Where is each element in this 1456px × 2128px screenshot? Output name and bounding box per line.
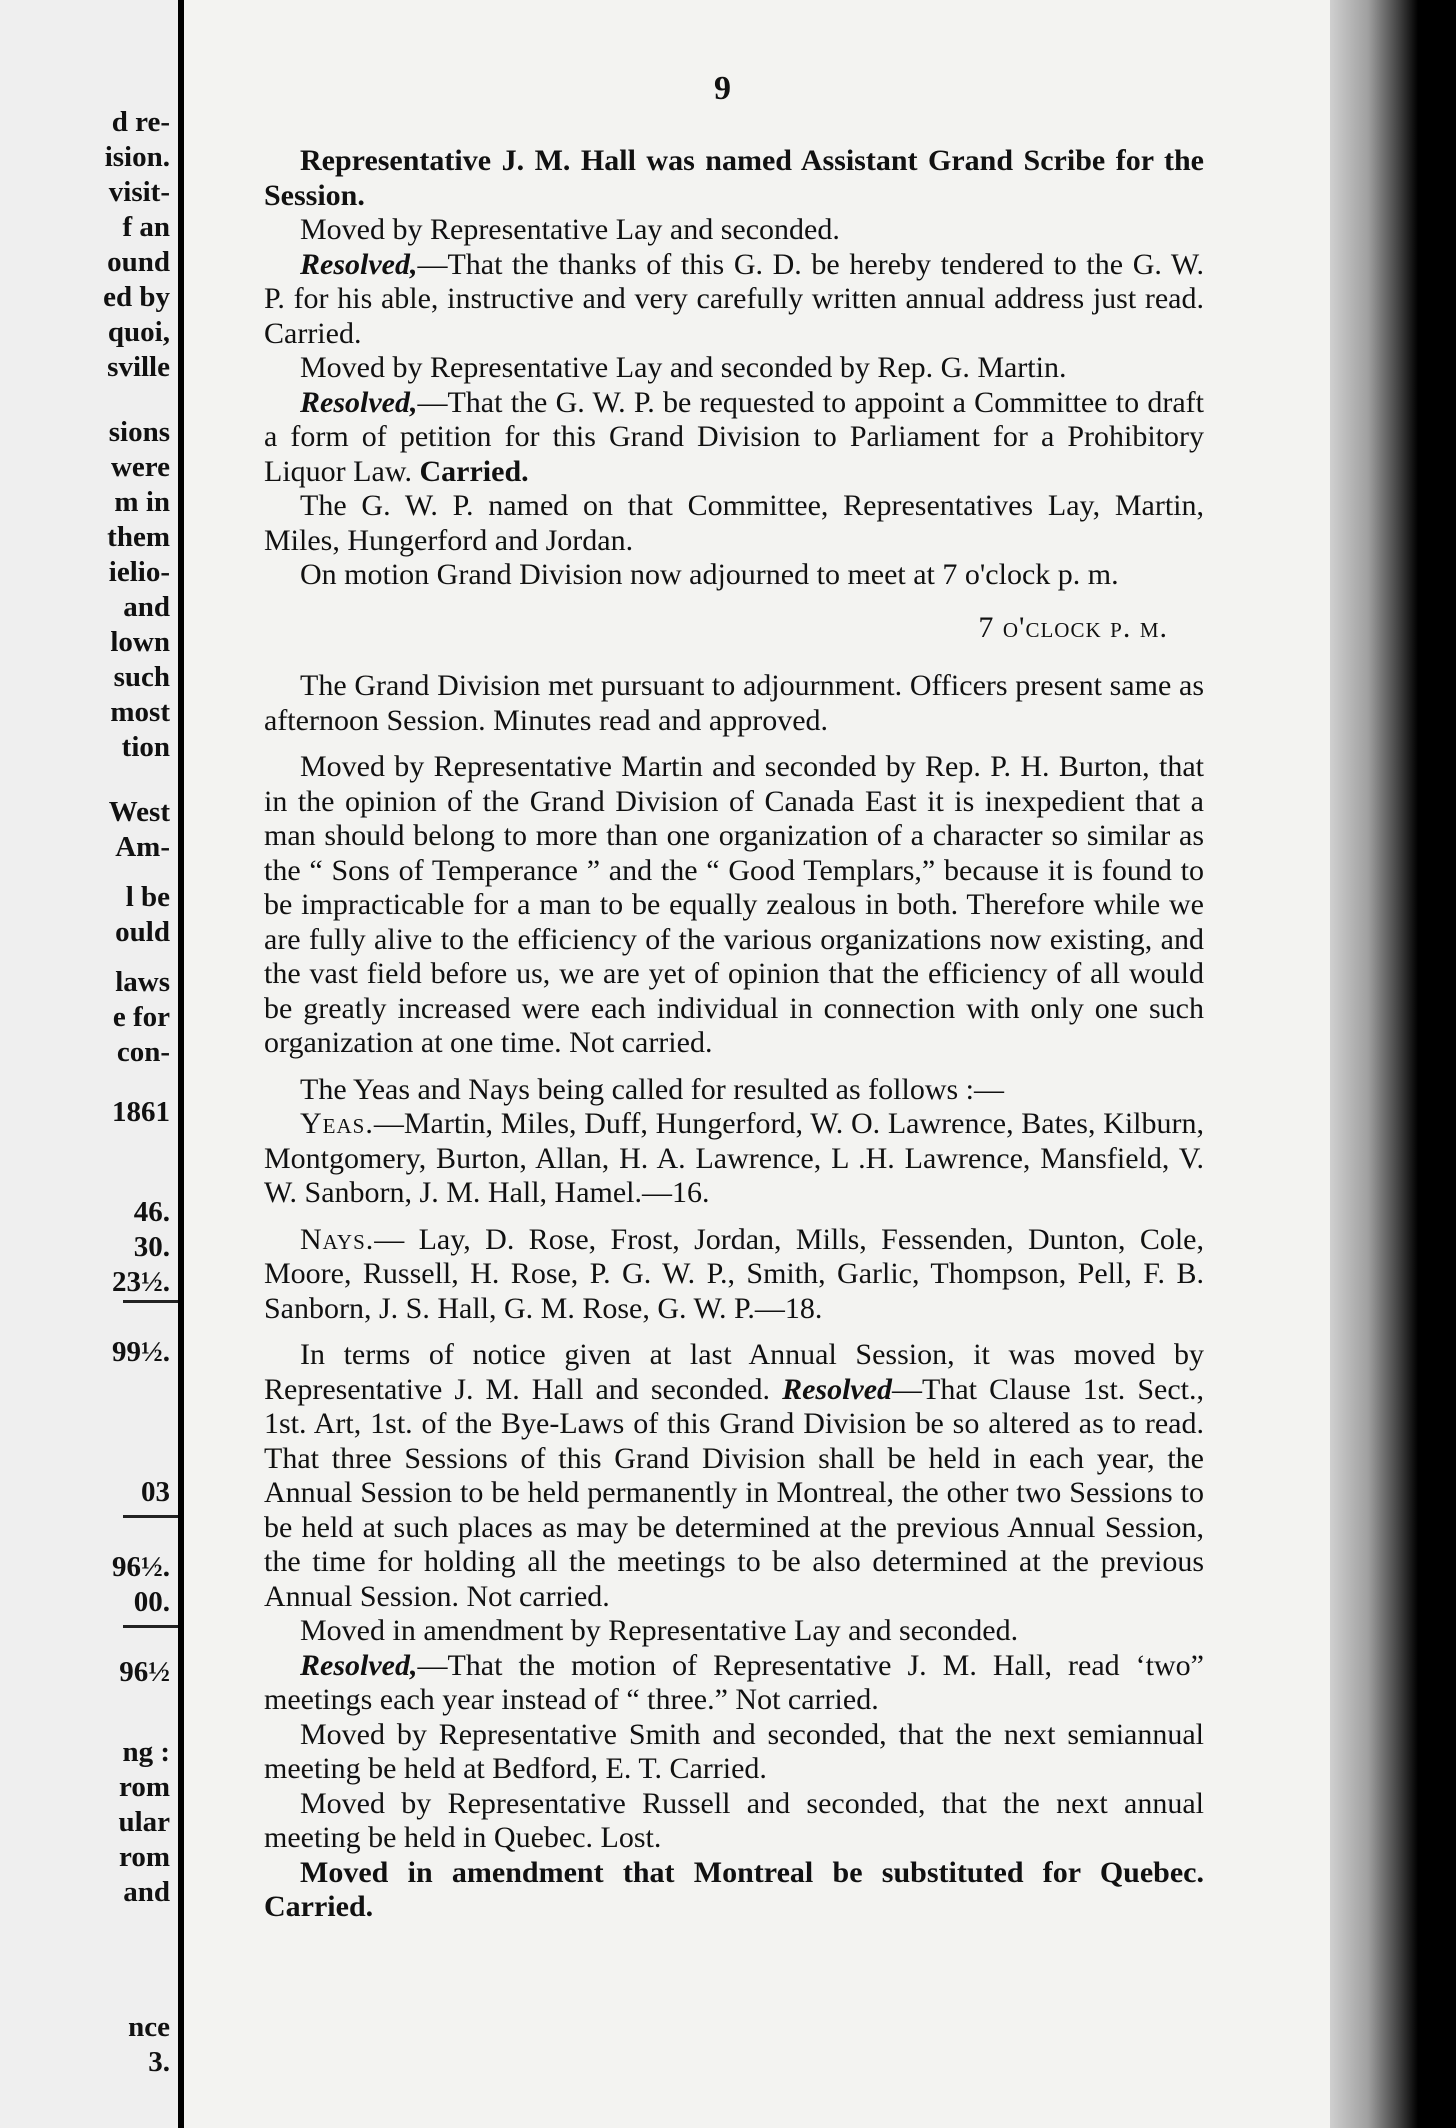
margin-fragment: 00. [133, 1586, 170, 1618]
margin-fragment: quoi, [107, 316, 170, 348]
paragraph-adjourned: On motion Grand Division now adjourned to meet at 7 o'clock p. m. [300, 558, 1119, 591]
margin-fragment: West [108, 796, 170, 828]
nays-list: — Lay, D. Rose, Frost, Jordan, Mills, Fessenden, Dunton, Cole, Moore, Russell, H. Rose, P. G. W. P., Smith, Garlic, Thompson, Pell, F. B. Sanborn, J. S. Hall, G. M. Rose, G. W. P.—18. [264, 1222, 1204, 1325]
resolved-label: Resolved, [300, 385, 418, 419]
nays-label: Nays. [300, 1222, 375, 1256]
paragraph-motion-lay: Moved by Representative Lay and seconded. [300, 213, 840, 246]
margin-fragment: rom [118, 1771, 170, 1803]
margin-fragment: lown [110, 626, 170, 658]
paragraph-resolution-thanks [264, 248, 1204, 352]
resolution-text: —That the thanks of this G. D. be hereby tendered to the G. W. P. for his able, instructive and very carefully written annual address just read. Carried. [264, 247, 1204, 350]
margin-fragment: 03 [141, 1476, 170, 1508]
margin-fragment: d re- [111, 106, 170, 138]
margin-fragment: ielio- [108, 556, 170, 588]
paragraph-motion-smith: Moved by Representative Smith and seconded, that the next semiannual meeting be held at Bedford, E. T. Carried. [264, 1717, 1204, 1785]
margin-fragment: sville [107, 351, 170, 383]
margin-fragment: tion [121, 731, 170, 763]
margin-fragment: ular [118, 1806, 170, 1838]
paragraph-committee-named: The G. W. P. named on that Committee, Representatives Lay, Martin, Miles, Hungerford and Jordan. [264, 489, 1204, 557]
margin-fragment: 3. [148, 2046, 170, 2078]
resolved-label: Resolved [782, 1372, 893, 1406]
paragraph-assistant-scribe: Representative J. M. Hall was named Assistant Grand Scribe for the Session. [264, 144, 1204, 212]
paragraph-yeas-nays-called: The Yeas and Nays being called for resulted as follows :— [300, 1072, 1005, 1106]
paragraph-motion-russell: Moved by Representative Russell and seconded, that the next annual meeting be held in Quebec. Lost. [264, 1786, 1204, 1854]
paragraph-amendment-montreal: Moved in amendment that Montreal be substituted for Quebec. Carried. [264, 1855, 1204, 1923]
resolved-label: Resolved, [300, 1648, 418, 1682]
margin-fragment: such [113, 661, 170, 693]
margin-fragment: m in [114, 486, 170, 518]
carried-text: Carried. [412, 454, 529, 488]
margin-fragment: ng : [122, 1736, 170, 1768]
paragraph-bye-law-motion [264, 1338, 1204, 1614]
margin-fragment: them [107, 521, 170, 553]
page-body [264, 144, 1204, 1925]
margin-fragment: most [110, 696, 170, 728]
paragraph-resolution-two-meetings [264, 1649, 1204, 1718]
book-page [184, 0, 1330, 2128]
margin-fragment: laws [115, 966, 170, 998]
page-edge-shadow [1330, 0, 1456, 2128]
margin-fragment: 1861 [112, 1096, 170, 1128]
margin-fragment: 99½. [112, 1336, 170, 1368]
yeas-label: Yeas. [300, 1107, 374, 1140]
margin-fragment: 46. [133, 1196, 170, 1228]
resolution-text: —That the G. W. P. be requested to appoint a Committee to draft a form of petition for this Grand Division to Parliament for a Prohibitory Liquor Law. [264, 385, 1204, 488]
margin-fragment: ision. [104, 141, 170, 173]
margin-fragment: 96½ [119, 1656, 170, 1688]
margin-fragment: f an [122, 211, 170, 243]
bye-law-text: —That Clause 1st. Sect., 1st. Art, 1st. of the Bye-Laws of this Grand Division be so altered as to read. That three Sessions of this Grand Division shall be held in each year, the Annual Session to be held permanently in Montreal, the other two Sessions to be held at such places as may be determined at the previous Annual Session, the time for holding all the meetings to be also determined at the previous Annual Session. Not carried. [264, 1372, 1204, 1613]
margin-rule [123, 1515, 178, 1518]
margin-fragment: rom [118, 1841, 170, 1873]
yeas-list: —Martin, Miles, Duff, Hungerford, W. O. Lawrence, Bates, Kilburn, Montgomery, Burton, Allan, H. A. Lawrence, L .H. Lawrence, Mansfield, V. W. Sanborn, J. M. Hall, Hamel.—16. [264, 1107, 1204, 1209]
margin-fragment: and [123, 1876, 170, 1908]
paragraph-motion-martin: Moved by Representative Martin and seconded by Rep. P. H. Burton, that in the opinion of the Grand Division of Canada East it is inexpedient that a man should belong to more than one organization of a character so similar as the “ Sons of Temperance ” and the “ Good Templars,” because it is found to be impracticable for a man to be equally zealous in both. Therefore while we are fully alive to the efficiency of the various organizations now existing, and the vast field before us, we are yet of opinion that the efficiency of all would be greatly increased were each individual in connection with only one such organization at one time. Not carried. [264, 750, 1204, 1059]
margin-fragment: 96½. [112, 1551, 170, 1583]
margin-rule [123, 1300, 178, 1303]
margin-fragment: ould [115, 916, 170, 948]
margin-fragment: and [123, 591, 170, 623]
margin-fragment: Am- [115, 831, 170, 863]
margin-fragment: ed by [103, 281, 170, 313]
margin-fragment: nce [128, 2011, 170, 2043]
margin-fragment: visit- [108, 176, 170, 208]
margin-fragment: l be [125, 881, 170, 913]
margin-fragment: con- [116, 1036, 170, 1068]
margin-fragment: ound [107, 246, 170, 278]
paragraph-division-met: The Grand Division met pursuant to adjournment. Officers present same as afternoon Session. Minutes read and approved. [264, 669, 1204, 737]
margin-fragment: 23½. [112, 1266, 170, 1298]
margin-fragment: e for [112, 1001, 170, 1033]
paragraph-yeas [264, 1107, 1204, 1211]
margin-rule [123, 1625, 178, 1628]
margin-fragment: were [110, 451, 170, 483]
paragraph-motion-lay-martin: Moved by Representative Lay and seconded by Rep. G. Martin. [300, 351, 1067, 384]
resolution-text: —That the motion of Representative J. M. Hall, read ‘two” meetings each year instead of “ three.” Not carried. [264, 1648, 1204, 1716]
margin-fragment: 30. [133, 1231, 170, 1263]
session-time-heading: 7 o'clock p. m. [978, 610, 1168, 644]
margin-fragment: sions [108, 416, 170, 448]
paragraph-resolution-committee [264, 386, 1204, 490]
paragraph-amendment-lay: Moved in amendment by Representative Lay and seconded. [300, 1614, 1019, 1647]
resolved-label: Resolved, [300, 247, 418, 281]
facing-page-fragment [0, 0, 181, 2128]
bye-law-intro: In terms of notice given at last Annual Session, it was moved by Representative J. M. Hall and seconded. [264, 1338, 1204, 1406]
page-number: 9 [714, 70, 731, 107]
paragraph-nays [264, 1223, 1204, 1327]
